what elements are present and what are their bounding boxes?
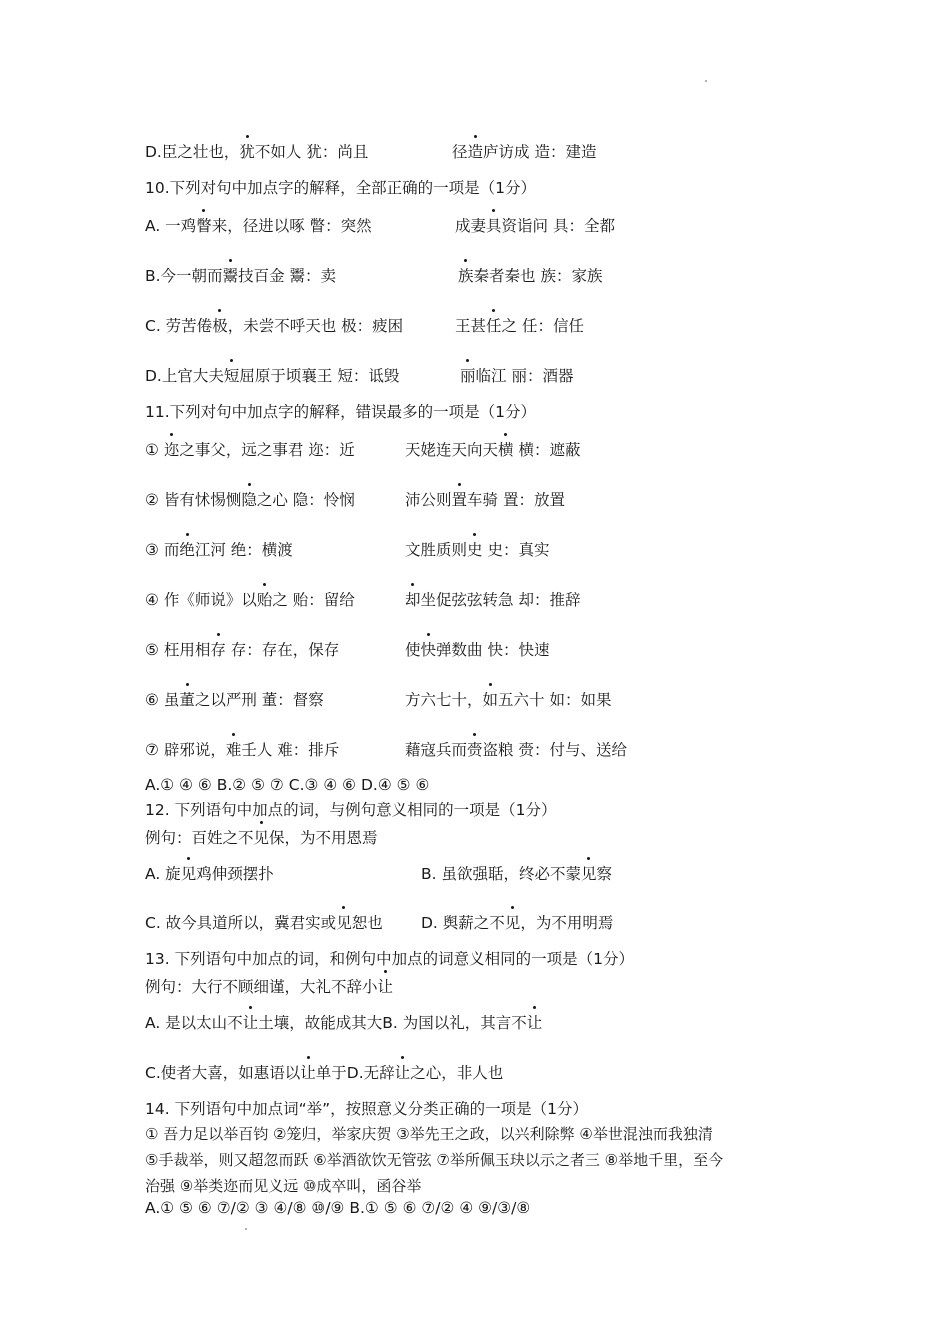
- emphasized-char: 如: [482, 691, 499, 709]
- emphasized-char: 史: [467, 541, 483, 559]
- emphasized-char: 隐: [241, 491, 257, 509]
- q13-options-row2: [145, 1063, 503, 1083]
- q14-items-line2: ⑤手裁举，则又超忽而跃 ⑥举酒欲饮无管弦 ⑦举所佩玉玦以示之者三 ⑧举地千里，至今: [145, 1151, 724, 1169]
- emphasized-char: 贻: [256, 591, 273, 609]
- item-number: ⑦: [145, 741, 159, 759]
- q12-option-a: [145, 864, 274, 884]
- text: 文胜质则: [405, 541, 468, 559]
- q12-option-b: [421, 864, 612, 884]
- item-number: ④: [145, 591, 159, 609]
- emphasized-char: 见: [336, 914, 352, 932]
- emphasized-char: 却: [405, 591, 421, 609]
- q13-example: [145, 977, 393, 997]
- text: 壬人 难：排斥: [241, 741, 340, 759]
- emphasized-char: 具: [486, 217, 502, 235]
- text: 例句：百姓之不: [145, 829, 254, 847]
- q13-option-d: [347, 1064, 503, 1082]
- text: 五六十 如：如果: [498, 691, 612, 709]
- text: 天姥连天向天: [405, 441, 499, 459]
- emphasized-char: 快: [420, 641, 437, 659]
- emphasized-char: 横: [498, 441, 514, 459]
- text: 之心，非人也: [410, 1064, 504, 1082]
- scan-speck: [245, 1228, 247, 1230]
- emphasized-char: 短: [223, 367, 240, 385]
- emphasized-char: 置: [451, 491, 468, 509]
- text: 临江 丽：酒器: [475, 367, 574, 385]
- text: 皆有怵惕恻: [163, 491, 242, 509]
- text: 辟邪说，: [163, 741, 226, 759]
- text: 虽: [163, 691, 180, 709]
- text: 之心 隐：怜悯: [256, 491, 355, 509]
- q14-items-line3: 治强 ⑨举类迩而见义远 ⑩成卒叫，函谷举: [145, 1177, 422, 1195]
- emphasized-char: 见: [504, 914, 521, 932]
- text: 资诣问 具：全都: [501, 217, 615, 235]
- emphasized-char: 鬻: [222, 267, 239, 285]
- text: 而: [163, 541, 180, 559]
- item-number: ①: [145, 441, 159, 459]
- q12-stem: 12. 下列语句中加点的词，与例句意义相同的一项是（1分）: [145, 801, 557, 819]
- q14-items-line1: ① 吾力足以举百钧 ②笼归，举家庆贺 ③举先王之政，以兴利除弊 ④举世混浊而我独清: [145, 1125, 713, 1143]
- item-number: ⑥: [145, 691, 159, 709]
- text: 恕也: [351, 914, 383, 932]
- emphasized-char: 存: [210, 641, 226, 659]
- q12-option-c: [145, 913, 383, 933]
- text: 例句：大行不顾细谨，大礼不辞小: [145, 978, 378, 996]
- text: 径: [452, 143, 468, 161]
- text: 不如人 犹：尚且: [254, 143, 369, 161]
- text: 江河 绝：横渡: [194, 541, 293, 559]
- q10-stem: 10.下列对句中加点字的解释，全部正确的一项是（1分）: [145, 179, 537, 197]
- scan-speck: [705, 80, 707, 82]
- text: C.使者大喜，如惠语以: [145, 1064, 301, 1082]
- text: 技百金 鬻：卖: [238, 267, 337, 285]
- emphasized-char: 董: [179, 691, 195, 709]
- text: 史：真实: [482, 541, 550, 559]
- q13-stem: 13. 下列语句中加点的词，和例句中加点的词意义相同的一项是（1分）: [145, 950, 634, 968]
- emphasized-char: 造: [467, 143, 484, 161]
- text: C. 劳苦倦: [145, 317, 213, 335]
- text: A. 是以太山不: [145, 1014, 243, 1032]
- text: D. 舆薪之不: [421, 914, 505, 932]
- item-number: ②: [145, 491, 159, 509]
- text: 鸡伸颈摆扑: [196, 865, 274, 883]
- text: 沛公则: [405, 491, 452, 509]
- text: D.臣之壮也，: [145, 143, 240, 161]
- text: 之 贻：留给: [272, 591, 355, 609]
- emphasized-char: 族: [458, 267, 474, 285]
- text: D.无辞: [346, 1064, 395, 1082]
- text: C. 故今具道所以，冀君实或: [145, 914, 337, 932]
- text: 王甚: [455, 317, 487, 335]
- emphasized-char: 迩: [163, 441, 180, 459]
- text: ，为不用明焉: [520, 914, 614, 932]
- emphasized-char: 瞥: [196, 217, 212, 235]
- emphasized-char: 见: [253, 829, 270, 847]
- text: A. 旋: [145, 865, 181, 883]
- emphasized-char: 极: [212, 317, 228, 335]
- text: 察: [596, 865, 613, 883]
- emphasized-char: 让: [377, 978, 394, 996]
- item-number: ③: [145, 541, 159, 559]
- q11-stem: 11.下列对句中加点字的解释，错误最多的一项是（1分）: [145, 403, 537, 421]
- text: 保，为不用恩焉: [269, 829, 378, 847]
- q14-stem: 14. 下列语句中加点词“举”，按照意义分类正确的一项是（1分）: [145, 1100, 589, 1118]
- text: B.今一朝而: [145, 267, 223, 285]
- text: 之事父，远之事君 迩：近: [179, 441, 355, 459]
- text: D.上官大夫: [145, 367, 224, 385]
- text: ，未尝不呼天也 极：疲困: [227, 317, 404, 335]
- text: 横：遮蔽: [513, 441, 581, 459]
- text: 藉寇兵而: [405, 741, 468, 759]
- q13-option-b: [382, 1014, 542, 1032]
- text: 方六七十，: [405, 691, 483, 709]
- q13-options-row1: [145, 1013, 542, 1033]
- emphasized-char: 让: [394, 1064, 411, 1082]
- text: 之 任：信任: [501, 317, 584, 335]
- text: 秦者秦也 族：家族: [473, 267, 603, 285]
- text: 庐访成 造：建造: [483, 143, 597, 161]
- q12-option-d: [421, 913, 613, 933]
- text: 来，径进以啄 瞥：突然: [211, 217, 372, 235]
- emphasized-char: 绝: [179, 541, 195, 559]
- emphasized-char: 丽: [460, 367, 476, 385]
- text: 之以严刑 董：督察: [194, 691, 324, 709]
- emphasized-char: 见: [581, 865, 597, 883]
- emphasized-char: 让: [526, 1014, 543, 1032]
- emphasized-char: 见: [180, 865, 197, 883]
- text: 单于: [315, 1064, 347, 1082]
- q13-option-c: [145, 1064, 347, 1082]
- text: 使: [405, 641, 421, 659]
- text: 土壤，故能成其大: [258, 1014, 383, 1032]
- emphasized-char: 让: [242, 1014, 259, 1032]
- text: A. 一鸡: [145, 217, 197, 235]
- emphasized-char: 任: [486, 317, 502, 335]
- emphasized-char: 赍: [467, 741, 483, 759]
- q14-options: A.① ⑤ ⑥ ⑦/② ③ ④/⑧ ⑩/⑨ B.① ⑤ ⑥ ⑦/② ④ ⑨/③/⑧: [145, 1199, 531, 1217]
- text: 坐促弦弦转急 却：推辞: [420, 591, 581, 609]
- emphasized-char: 犹: [239, 143, 255, 161]
- text: 弹数曲 快：快速: [436, 641, 550, 659]
- text: 盗粮 赍：付与、送给: [482, 741, 627, 759]
- emphasized-char: 让: [300, 1064, 316, 1082]
- item-number: ⑤: [145, 641, 159, 659]
- q13-option-a: [145, 1014, 382, 1032]
- text: 作《师说》以: [163, 591, 257, 609]
- emphasized-char: 难: [225, 741, 242, 759]
- text: 枉用相: [163, 641, 211, 659]
- text: 成妻: [455, 217, 487, 235]
- text: 车骑 置：放置: [467, 491, 565, 509]
- text: B. 虽欲强聒，终必不蒙: [421, 865, 581, 883]
- text: 屈原于顷襄王 短：诋毁: [239, 367, 400, 385]
- text: B. 为国以礼，其言不: [382, 1014, 527, 1032]
- text: 存：存在，保存: [225, 641, 340, 659]
- q12-example: [145, 828, 378, 848]
- q11-options: A.① ④ ⑥ B.② ⑤ ⑦ C.③ ④ ⑥ D.④ ⑤ ⑥: [145, 776, 430, 794]
